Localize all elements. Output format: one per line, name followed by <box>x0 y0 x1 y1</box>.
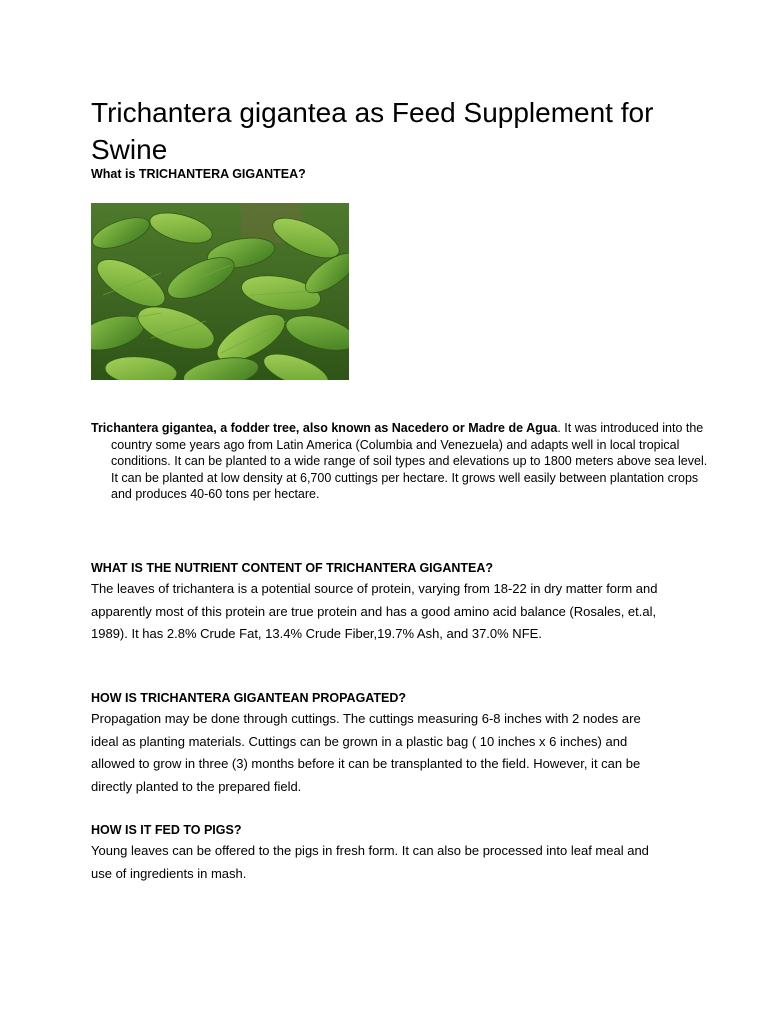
page-title: Trichantera gigantea as Feed Supplement for Swine <box>91 97 654 165</box>
section-feeding <box>91 820 671 885</box>
intro-bold-lead: Trichantera gigantea, a fodder tree, also known as Nacedero or Madre de Agua <box>91 421 558 435</box>
section-body: The leaves of trichantera is a potential source of protein, varying from 18-22 in dry matter form and apparently most of this protein are true protein and has a good amino acid balance (Rosales, et.al, 1989). It has 2.8% Crude Fat, 13.4% Crude Fiber,19.7% Ash, and 37.0% NFE. <box>91 581 658 641</box>
section-heading: WHAT IS THE NUTRIENT CONTENT OF TRICHANTERA GIGANTEA? <box>91 561 494 575</box>
subheading: What is TRICHANTERA GIGANTEA? <box>91 167 306 181</box>
section-body: Young leaves can be offered to the pigs in fresh form. It can also be processed into leaf meal and use of ingredients in mash. <box>91 843 649 881</box>
section-heading: HOW IS IT FED TO PIGS? <box>91 823 242 837</box>
section-body: Propagation may be done through cuttings. The cuttings measuring 6-8 inches with 2 nodes are ideal as planting materials. Cuttings can be grown in a plastic bag ( 10 inches x 6 inches) and allowed to grow in three (3) months before it can be transplanted to the field. However, it can be directly planted to the prepared field. <box>91 711 641 794</box>
intro-paragraph <box>91 420 711 503</box>
trichantera-leaves-photo <box>91 203 349 380</box>
section-nutrient-content <box>91 558 671 646</box>
section-heading: HOW IS TRICHANTERA GIGANTEAN PROPAGATED? <box>91 691 407 705</box>
leaves-illustration <box>91 203 349 380</box>
section-propagation <box>91 688 671 798</box>
intro-text: . It was introduced into the country some years ago from Latin America (Columbia and Venezuela) and adapts well in local tropical conditions. It can be planted to a wide range of soil types and elevations up to 1800 meters above sea level. It can be planted at low density at 6,700 cuttings per hectare. It grows well easily between plantation crops and produces 40-60 tons per hectare. <box>111 421 708 501</box>
